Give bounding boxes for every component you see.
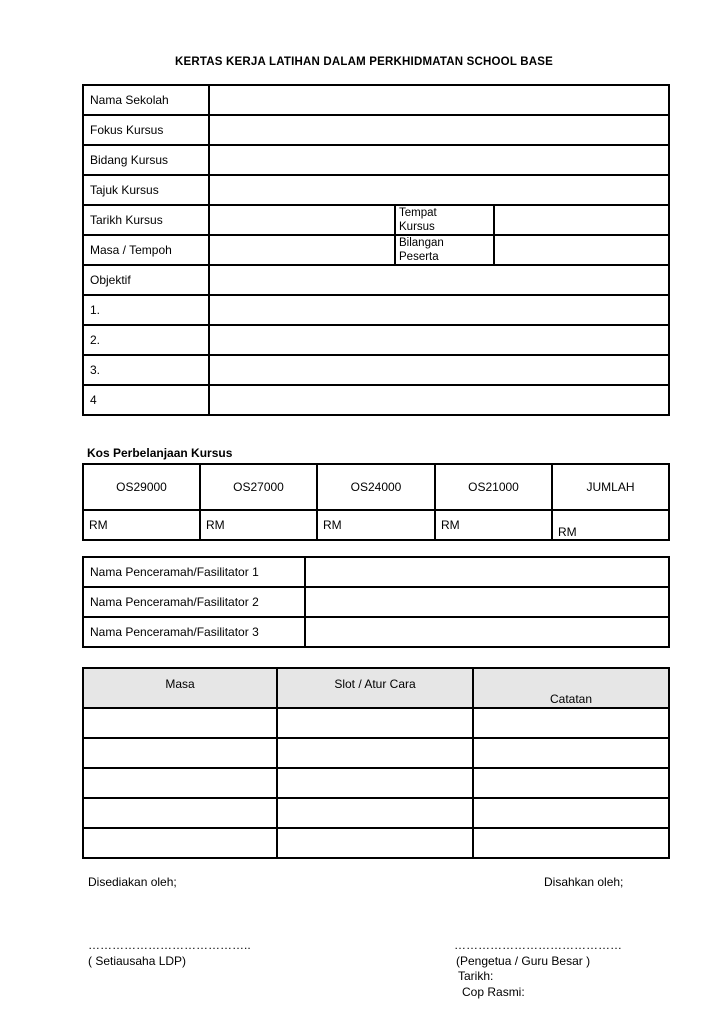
- schedule-table: [82, 667, 670, 859]
- field-speaker-2[interactable]: [305, 587, 669, 617]
- schedule-cell[interactable]: [277, 738, 473, 768]
- table-row: [83, 235, 669, 265]
- cost-header-os21000: OS21000: [435, 464, 552, 510]
- field-tajuk-kursus[interactable]: [209, 175, 669, 205]
- schedule-cell[interactable]: [277, 798, 473, 828]
- schedule-cell[interactable]: [83, 708, 277, 738]
- schedule-cell[interactable]: [83, 828, 277, 858]
- field-tempat-kursus[interactable]: [494, 205, 669, 235]
- label-objektif-3: 3.: [83, 355, 209, 385]
- schedule-header-masa: Masa: [83, 668, 277, 708]
- field-objektif-2[interactable]: [209, 325, 669, 355]
- table-row: [83, 708, 669, 738]
- table-row: [83, 510, 669, 540]
- schedule-cell[interactable]: [277, 828, 473, 858]
- table-row: [83, 145, 669, 175]
- cost-header-os24000: OS24000: [317, 464, 435, 510]
- role-pengetua: (Pengetua / Guru Besar ): [456, 954, 591, 968]
- schedule-header-slot: Slot / Atur Cara: [277, 668, 473, 708]
- label-bilangan-line1: Bilangan: [399, 237, 444, 249]
- label-objektif-4: 4: [83, 385, 209, 415]
- schedule-cell[interactable]: [277, 768, 473, 798]
- schedule-cell[interactable]: [83, 768, 277, 798]
- field-tarikh-kursus[interactable]: [209, 205, 395, 235]
- schedule-cell[interactable]: [473, 738, 669, 768]
- approved-by-label: Disahkan oleh;: [544, 875, 624, 889]
- cost-header-os27000: OS27000: [200, 464, 317, 510]
- cost-field-jumlah[interactable]: RM: [552, 510, 669, 540]
- label-tempat-line1: Tempat: [399, 207, 437, 219]
- label-tarikh-kursus: Tarikh Kursus: [83, 205, 209, 235]
- field-speaker-1[interactable]: [305, 557, 669, 587]
- field-objektif-1[interactable]: [209, 295, 669, 325]
- table-row: [83, 85, 669, 115]
- field-speaker-3[interactable]: [305, 617, 669, 647]
- field-bilangan-peserta[interactable]: [494, 235, 669, 265]
- table-row: [83, 798, 669, 828]
- table-row: [83, 668, 669, 708]
- field-objektif-3[interactable]: [209, 355, 669, 385]
- label-tempat-line2: Kursus: [399, 221, 435, 233]
- cost-table: [82, 463, 670, 541]
- label-masa-tempoh: Masa / Tempoh: [83, 235, 209, 265]
- table-row: [83, 557, 669, 587]
- schedule-cell[interactable]: [83, 738, 277, 768]
- field-masa-tempoh[interactable]: [209, 235, 395, 265]
- label-objektif: Objektif: [83, 265, 209, 295]
- label-tempat-kursus: [395, 205, 494, 235]
- page-title: KERTAS KERJA LATIHAN DALAM PERKHIDMATAN SCHOOL BASE: [175, 56, 553, 68]
- course-info-table: [82, 84, 670, 416]
- label-bidang-kursus: Bidang Kursus: [83, 145, 209, 175]
- label-objektif-1: 1.: [83, 295, 209, 325]
- cost-field-os21000[interactable]: RM: [435, 510, 552, 540]
- label-fokus-kursus: Fokus Kursus: [83, 115, 209, 145]
- table-row: [83, 738, 669, 768]
- schedule-cell[interactable]: [473, 828, 669, 858]
- schedule-header-catatan: Catatan: [473, 668, 669, 708]
- cost-field-os27000[interactable]: RM: [200, 510, 317, 540]
- field-bidang-kursus[interactable]: [209, 145, 669, 175]
- label-speaker-2: Nama Penceramah/Fasilitator 2: [83, 587, 305, 617]
- label-bilangan-peserta: [395, 235, 494, 265]
- table-row: [83, 587, 669, 617]
- table-row: [83, 385, 669, 415]
- schedule-cell[interactable]: [473, 798, 669, 828]
- label-bilangan-line2: Peserta: [399, 251, 439, 263]
- table-row: [83, 464, 669, 510]
- signature-line-right: ……………………………………: [454, 938, 622, 952]
- table-row: [83, 325, 669, 355]
- field-nama-sekolah[interactable]: [209, 85, 669, 115]
- label-objektif-2: 2.: [83, 325, 209, 355]
- table-row: [83, 175, 669, 205]
- table-row: [83, 355, 669, 385]
- schedule-cell[interactable]: [277, 708, 473, 738]
- prepared-by-label: Disediakan oleh;: [88, 875, 177, 889]
- label-nama-sekolah: Nama Sekolah: [83, 85, 209, 115]
- schedule-cell[interactable]: [473, 768, 669, 798]
- table-row: [83, 617, 669, 647]
- schedule-cell[interactable]: [83, 798, 277, 828]
- speakers-table: [82, 556, 670, 648]
- cost-section-title: Kos Perbelanjaan Kursus: [87, 446, 233, 460]
- signature-line-left: …………………………………..: [88, 938, 251, 952]
- schedule-cell[interactable]: [473, 708, 669, 738]
- table-row: [83, 295, 669, 325]
- table-row: [83, 115, 669, 145]
- cost-field-os24000[interactable]: RM: [317, 510, 435, 540]
- label-tajuk-kursus: Tajuk Kursus: [83, 175, 209, 205]
- cost-field-os29000[interactable]: RM: [83, 510, 200, 540]
- cop-rasmi-label: Cop Rasmi:: [462, 985, 525, 999]
- table-row: [83, 205, 669, 235]
- label-speaker-1: Nama Penceramah/Fasilitator 1: [83, 557, 305, 587]
- field-fokus-kursus[interactable]: [209, 115, 669, 145]
- label-speaker-3: Nama Penceramah/Fasilitator 3: [83, 617, 305, 647]
- tarikh-label: Tarikh:: [458, 969, 494, 983]
- table-row: [83, 768, 669, 798]
- field-objektif[interactable]: [209, 265, 669, 295]
- table-row: [83, 265, 669, 295]
- table-row: [83, 828, 669, 858]
- cost-header-jumlah: JUMLAH: [552, 464, 669, 510]
- role-setiausaha: ( Setiausaha LDP): [88, 954, 187, 968]
- field-objektif-4[interactable]: [209, 385, 669, 415]
- cost-header-os29000: OS29000: [83, 464, 200, 510]
